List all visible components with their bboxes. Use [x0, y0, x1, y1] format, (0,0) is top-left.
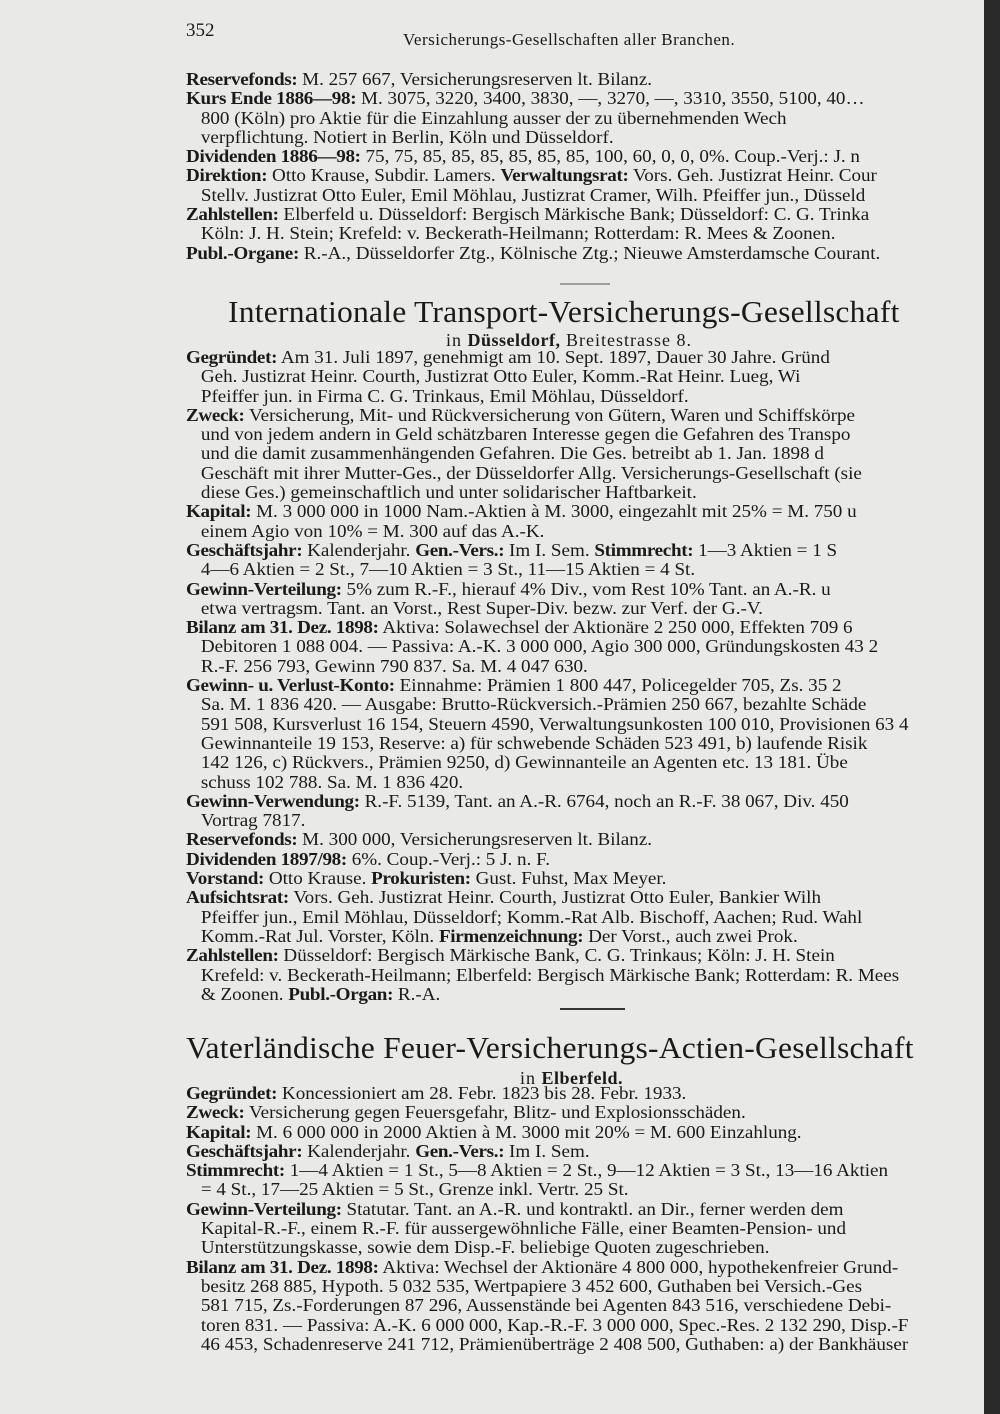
text-line	[186, 109, 984, 128]
text-line	[186, 406, 984, 425]
entry-text: R.-A., Düsseldorfer Ztg., Kölnische Ztg.; Nieuwe Amsterdamsche Courant.	[299, 242, 881, 263]
entry-text: Otto Krause, Subdir. Lamers.	[267, 165, 501, 186]
scan-edge	[984, 0, 1000, 1414]
location-city: Elberfeld.	[541, 1068, 624, 1088]
entry-label: Geschäftsjahr:	[186, 539, 303, 560]
location-prefix: in	[520, 1068, 542, 1088]
text-line	[186, 444, 984, 463]
text-line	[186, 1258, 984, 1277]
entry-label: Bilanz am 31. Dez. 1898:	[186, 617, 379, 638]
entry-label: Zahlstellen:	[186, 204, 279, 225]
entry-text: Am 31. Juli 1897, genehmigt am 10. Sept. 1897, Dauer 30 Jahre. Gründ	[277, 347, 830, 367]
entry-label: Reservefonds:	[186, 829, 298, 850]
text-line	[186, 946, 984, 965]
entry-text: und die damit zusammenhängenden Gefahren. Die Ges. betreibt ab 1. Jan. 1898 d	[200, 443, 824, 464]
entry-text: Geh. Justizrat Heinr. Courth, Justizrat Otto Euler, Komm.-Rat Heinr. Lueg, Wi	[200, 366, 801, 387]
text-line	[186, 1142, 984, 1161]
entry-label: Dividenden 1897/98:	[186, 848, 347, 869]
text-line	[186, 205, 984, 224]
entry-text: 591 508, Kursverlust 16 154, Steuern 4590, Verwaltungsunkosten 100 010, Provisionen 63 4	[200, 713, 909, 734]
text-line	[186, 186, 984, 205]
entry-text: Vortrag 7817.	[200, 810, 306, 831]
entry-text: 5% zum R.-F., hierauf 4% Div., vom Rest 10% Tant. an A.-R. u	[341, 578, 831, 599]
entry-text: Pfeiffer jun. in Firma C. G. Trinkaus, Emil Möhlau, Düsseldorf.	[200, 385, 689, 406]
text-line	[186, 618, 984, 637]
entry-text: 142 126, c) Rückvers., Prämien 9250, d) Gewinnanteile an Agenten etc. 13 181. Übe	[200, 752, 848, 773]
entry-label: Bilanz am 31. Dez. 1898:	[186, 1256, 379, 1277]
section-international-transport	[186, 348, 984, 1004]
text-line	[186, 657, 984, 676]
section-divider	[560, 283, 610, 285]
text-line	[186, 1123, 984, 1142]
location-address: Breitestrasse 8.	[560, 330, 692, 350]
entry-text: M. 3 000 000 in 1000 Nam.-Aktien à M. 3000, eingezahlt mit 25% = M. 750 u	[251, 501, 857, 522]
entry-text: 6%. Coup.-Verj.: 5 J. n. F.	[346, 848, 550, 869]
entry-label: Prokuristen:	[371, 868, 471, 889]
entry-label: Publ.-Organe:	[186, 242, 300, 263]
entry-text: etwa vertragsm. Tant. an Vorst., Rest Super-Div. bezw. zur Verf. der G.-V.	[200, 597, 763, 618]
entry-label: Gewinn-Verwendung:	[186, 790, 360, 811]
entry-text: Vors. Geh. Justizrat Heinr. Courth, Justizrat Otto Euler, Bankier Wilh	[288, 887, 822, 908]
text-line	[186, 850, 984, 869]
company-title-vaterlaendische: Vaterländische Feuer-Versicherungs-Actien-Gesellschaft	[186, 1030, 914, 1065]
text-line	[186, 676, 984, 695]
entry-text: 800 (Köln) pro Aktie für die Einzahlung ausser der zu übernehmenden Wech	[200, 107, 787, 128]
entry-text: verpflichtung. Notiert in Berlin, Köln und Düsseldorf.	[200, 126, 614, 147]
entry-text: diese Ges.) gemeinschaftlich und unter solidarischer Haftbarkeit.	[200, 482, 697, 503]
entry-label: Gen.-Vers.:	[415, 1140, 505, 1161]
page-number: 352	[186, 20, 215, 41]
text-line	[186, 1335, 984, 1354]
entry-label: Gen.-Vers.:	[415, 539, 505, 560]
entry-label: Gegründet:	[186, 1083, 278, 1103]
entry-text: Vors. Geh. Justizrat Heinr. Cour	[628, 165, 877, 186]
entry-text: Düsseldorf: Bergisch Märkische Bank, C. G. Trinkaus; Köln: J. H. Stein	[278, 945, 835, 966]
entry-text: 581 715, Zs.-Forderungen 87 296, Aussenstände bei Agenten 843 516, verschiedene Debi-	[200, 1295, 892, 1316]
entry-text: Im I. Sem.	[504, 1140, 590, 1161]
entry-label: Zweck:	[186, 404, 245, 425]
entry-text: 1—3 Aktien = 1 S	[693, 539, 838, 560]
text-line	[186, 89, 984, 108]
entry-label: Reservefonds:	[186, 69, 298, 89]
entry-text: R.-A.	[393, 983, 441, 1004]
text-line	[186, 985, 984, 1004]
entry-label: Vorstand:	[186, 868, 265, 889]
text-line	[186, 244, 984, 263]
entry-text: = 4 St., 17—25 Aktien = 5 St., Grenze inkl. Vertr. 25 St.	[200, 1179, 629, 1200]
entry-label: Stimmrecht:	[186, 1160, 285, 1181]
text-line	[186, 464, 984, 483]
entry-text: einem Agio von 10% = M. 300 auf das A.-K.	[200, 520, 545, 541]
entry-text: Kalenderjahr.	[302, 1140, 416, 1161]
text-line	[186, 1084, 984, 1103]
entry-text: und von jedem andern in Geld schätzbaren Interesse gegen die Gefahren des Transpo	[200, 424, 851, 445]
entry-text: Kalenderjahr.	[302, 539, 416, 560]
entry-text: 46 453, Schadenreserve 241 712, Prämienüberträge 2 408 500, Guthaben: a) der Bankhäuser	[200, 1333, 909, 1354]
entry-text: M. 3075, 3220, 3400, 3830, —, 3270, —, 3310, 3550, 5100, 40…	[356, 88, 865, 109]
entry-label: Firmenzeichnung:	[438, 925, 584, 946]
text-line	[186, 1161, 984, 1180]
text-line	[186, 560, 984, 579]
entry-label: Dividenden 1886—98:	[186, 146, 361, 167]
text-line	[186, 1180, 984, 1199]
entry-text: Einnahme: Prämien 1 800 447, Policegelder 705, Zs. 35 2	[394, 675, 842, 696]
entry-label: Zahlstellen:	[186, 945, 279, 966]
text-line	[186, 1277, 984, 1296]
location-prefix: in	[446, 330, 468, 350]
text-line	[186, 637, 984, 656]
entry-text: toren 831. — Passiva: A.-K. 6 000 000, Kap.-R.-F. 3 000 000, Spec.-Res. 2 132 290, Disp.-F	[200, 1314, 909, 1335]
text-line	[186, 908, 984, 927]
entry-text: Geschäft mit ihrer Mutter-Ges., der Düsseldorfer Allg. Versicherungs-Gesellschaft (sie	[200, 462, 862, 483]
text-line	[186, 502, 984, 521]
text-line	[186, 541, 984, 560]
text-line	[186, 483, 984, 502]
company-title-international: Internationale Transport-Versicherungs-Gesellschaft	[228, 294, 900, 329]
running-title: Versicherungs-Gesellschaften aller Branchen.	[403, 30, 736, 49]
entry-label: Geschäftsjahr:	[186, 1140, 303, 1161]
entry-text: Debitoren 1 088 004. — Passiva: A.-K. 3 000 000, Agio 300 000, Gründungskosten 43 2	[200, 636, 879, 657]
entry-text: Koncessioniert am 28. Febr. 1823 bis 28. Febr. 1933.	[277, 1083, 687, 1103]
entry-text: Kapital-R.-F., einem R.-F. für aussergewöhnliche Fälle, einer Beamten-Pension- und	[200, 1218, 847, 1239]
text-line	[186, 792, 984, 811]
entry-text: M. 6 000 000 in 2000 Aktien à M. 3000 mit 20% = M. 600 Einzahlung.	[251, 1121, 802, 1142]
text-line	[186, 1238, 984, 1257]
text-line	[186, 166, 984, 185]
entry-text: R.-F. 5139, Tant. an A.-R. 6764, noch an R.-F. 38 067, Div. 450	[359, 790, 849, 811]
entry-text: 75, 75, 85, 85, 85, 85, 85, 85, 100, 60, 0, 0, 0%. Coup.-Verj.: J. n	[360, 146, 860, 167]
entry-text: Elberfeld u. Düsseldorf: Bergisch Märkische Bank; Düsseldorf: C. G. Trinka	[278, 204, 870, 225]
entry-text: Sa. M. 1 836 420. — Ausgabe: Brutto-Rückversich.-Prämien 250 667, bezahlte Schäde	[200, 694, 867, 715]
text-line	[186, 348, 984, 367]
entry-text: & Zoonen.	[200, 983, 289, 1004]
entry-label: Aufsichtsrat:	[186, 887, 289, 908]
entry-label: Gewinn-Verteilung:	[186, 578, 342, 599]
entry-text: Komm.-Rat Jul. Vorster, Köln.	[200, 925, 439, 946]
text-line	[186, 811, 984, 830]
entry-text: M. 257 667, Versicherungsreserven lt. Bilanz.	[297, 69, 653, 89]
entry-text: besitz 268 885, Hypoth. 5 032 535, Wertpapiere 3 452 600, Guthaben bei Versich.-Ges	[200, 1275, 863, 1296]
text-line	[186, 224, 984, 243]
entry-label: Kapital:	[186, 1121, 252, 1142]
entry-text: Köln: J. H. Stein; Krefeld: v. Beckerath-Heilmann; Rotterdam: R. Mees & Zoonen.	[200, 223, 836, 244]
entry-text: Stellv. Justizrat Otto Euler, Emil Möhlau, Justizrat Cramer, Wilh. Pfeiffer jun., Düsseld	[200, 184, 866, 205]
text-line	[186, 147, 984, 166]
entry-text: 4—6 Aktien = 2 St., 7—10 Aktien = 3 St., 11—15 Aktien = 4 St.	[200, 559, 696, 580]
text-line	[186, 715, 984, 734]
entry-text: Gewinnanteile 19 153, Reserve: a) für schwebende Schäden 523 491, b) laufende Risik	[200, 732, 868, 753]
entry-label: Gewinn- u. Verlust-Konto:	[186, 675, 395, 696]
text-line	[186, 128, 984, 147]
text-line	[186, 367, 984, 386]
section-previous-company	[186, 70, 984, 263]
entry-text: Pfeiffer jun., Emil Möhlau, Düsseldorf; Komm.-Rat Alb. Bischoff, Aachen; Rud. Wahl	[200, 906, 863, 927]
entry-label: Publ.-Organ:	[288, 983, 394, 1004]
text-line	[186, 869, 984, 888]
text-line	[186, 1316, 984, 1335]
entry-text: R.-F. 256 793, Gewinn 790 837. Sa. M. 4 047 630.	[200, 655, 588, 676]
text-line	[186, 599, 984, 618]
section-vaterlaendische-feuer	[186, 1084, 984, 1354]
entry-text: Gust. Fuhst, Max Meyer.	[470, 868, 667, 889]
text-line	[186, 773, 984, 792]
text-line	[186, 830, 984, 849]
entry-text: Aktiva: Solawechsel der Aktionäre 2 250 000, Effekten 709 6	[378, 617, 853, 638]
entry-label: Gegründet:	[186, 347, 278, 367]
text-line	[186, 580, 984, 599]
text-line	[186, 522, 984, 541]
entry-label: Verwaltungsrat:	[500, 165, 629, 186]
entry-text: Der Vorst., auch zwei Prok.	[583, 925, 798, 946]
text-line	[186, 387, 984, 406]
text-line	[186, 888, 984, 907]
entry-text: 1—4 Aktien = 1 St., 5—8 Aktien = 2 St., 9—12 Aktien = 3 St., 13—16 Aktien	[284, 1160, 889, 1181]
entry-text: schuss 102 788. Sa. M. 1 836 420.	[200, 771, 464, 792]
entry-label: Stimmrecht:	[594, 539, 694, 560]
entry-text: Unterstützungskasse, sowie dem Disp.-F. beliebige Quoten zugeschrieben.	[200, 1237, 770, 1258]
entry-text: Otto Krause.	[264, 868, 372, 889]
entry-text: Versicherung gegen Feuersgefahr, Blitz- und Explosionsschäden.	[244, 1102, 746, 1123]
entry-text: Krefeld: v. Beckerath-Heilmann; Elberfeld: Bergisch Märkische Bank; Rotterdam: R. Mees	[200, 964, 900, 985]
text-line	[186, 1200, 984, 1219]
entry-text: M. 300 000, Versicherungsreserven lt. Bilanz.	[297, 829, 653, 850]
text-line	[186, 1103, 984, 1122]
text-line	[186, 966, 984, 985]
text-line	[186, 734, 984, 753]
entry-label: Kapital:	[186, 501, 252, 522]
entry-label: Direktion:	[186, 165, 268, 186]
text-line	[186, 695, 984, 714]
entry-label: Zweck:	[186, 1102, 245, 1123]
entry-label: Gewinn-Verteilung:	[186, 1198, 342, 1219]
text-line	[186, 1219, 984, 1238]
text-line	[186, 927, 984, 946]
entry-text: Aktiva: Wechsel der Aktionäre 4 800 000, hypothekenfreier Grund-	[378, 1256, 899, 1277]
text-line	[186, 753, 984, 772]
entry-text: Statutar. Tant. an A.-R. und kontraktl. an Dir., ferner werden dem	[341, 1198, 844, 1219]
entry-text: Versicherung, Mit- und Rückversicherung von Gütern, Waren und Schiffskörpe	[244, 404, 856, 425]
entry-label: Kurs Ende 1886—98:	[186, 88, 357, 109]
text-line	[186, 425, 984, 444]
text-line	[186, 1296, 984, 1315]
location-city: Düsseldorf,	[467, 330, 561, 350]
entry-text: Im I. Sem.	[504, 539, 595, 560]
text-line	[186, 70, 984, 89]
section-divider	[560, 1008, 625, 1010]
